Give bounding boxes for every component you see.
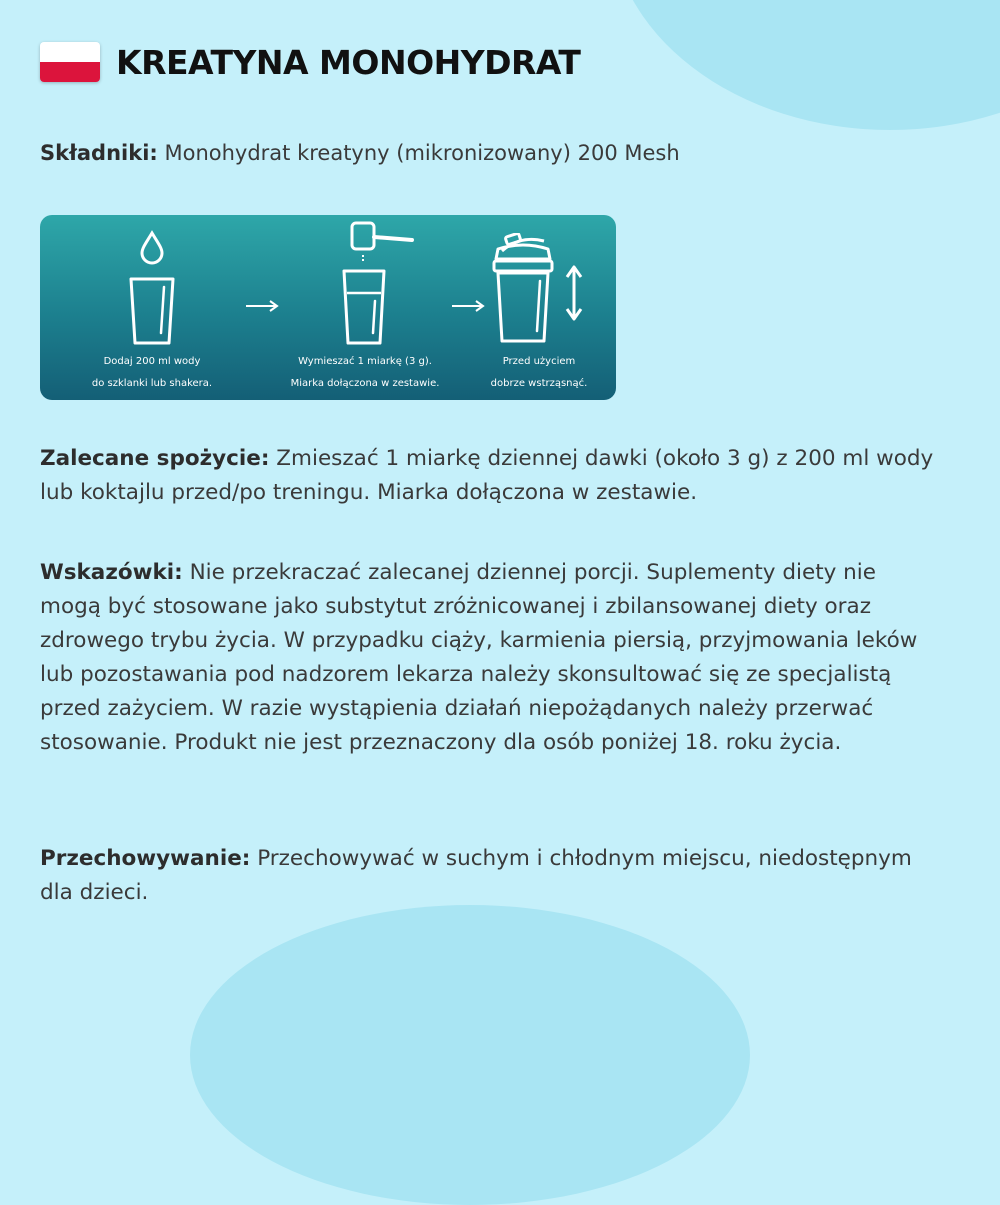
warnings-section [40, 556, 940, 760]
storage-text: Przechowywać w suchym i chłodnym miejscu, niedostępnym dla dzieci. [40, 846, 912, 905]
shaker-icon [488, 233, 588, 345]
ingredients-section [40, 136, 940, 170]
recommended-intake-section [40, 442, 940, 510]
header [40, 40, 580, 84]
page-title: KREATYNA MONOHYDRAT [116, 42, 581, 82]
poland-flag-icon [40, 42, 100, 82]
storage-label: Przechowywanie: [40, 846, 251, 871]
scoop-glass-icon [338, 219, 418, 345]
storage-section [40, 842, 940, 910]
water-drop-glass-icon [122, 229, 182, 345]
ingredients-text: Monohydrat kreatyny (mikronizowany) 200 Mesh [157, 141, 680, 165]
step-2-caption: Wymieszać 1 miarkę (3 g). Miarka dołączona w zestawie. [290, 356, 440, 389]
arrow-right-icon [244, 299, 280, 313]
arrow-right-icon [450, 299, 486, 313]
step-3-caption: Przed użyciem dobrze wstrząsnąć. [490, 356, 588, 389]
recommended-text: Zmieszać 1 miarkę dziennej dawki (około 3 g) z 200 ml wody lub koktajlu przed/po treningu. Miarka dołączona w zestawie. [40, 446, 934, 505]
warnings-text: Nie przekraczać zalecanej dziennej porcji. Suplementy diety nie mogą być stosowane jako substytut zróżnicowanej i zbilansowanej diety oraz zdrowego trybu życia. W przypadku ciąży, karmienia piersią, przyjmowania leków lub pozostawania pod nadzorem lekarza należy skonsultować się ze specjalistą przed zażyciem. W razie wystąpienia działań niepożądanych należy przerwać stosowanie. Produkt nie jest przeznaczony dla osób poniżej 18. roku życia. [40, 560, 918, 755]
ingredients-label: Składniki: [40, 141, 158, 165]
warnings-label: Wskazówki: [40, 560, 183, 585]
step-1-caption: Dodaj 200 ml wody do szklanki lub shakera. [91, 356, 213, 389]
recommended-label: Zalecane spożycie: [40, 446, 270, 471]
preparation-steps-panel [40, 215, 616, 400]
